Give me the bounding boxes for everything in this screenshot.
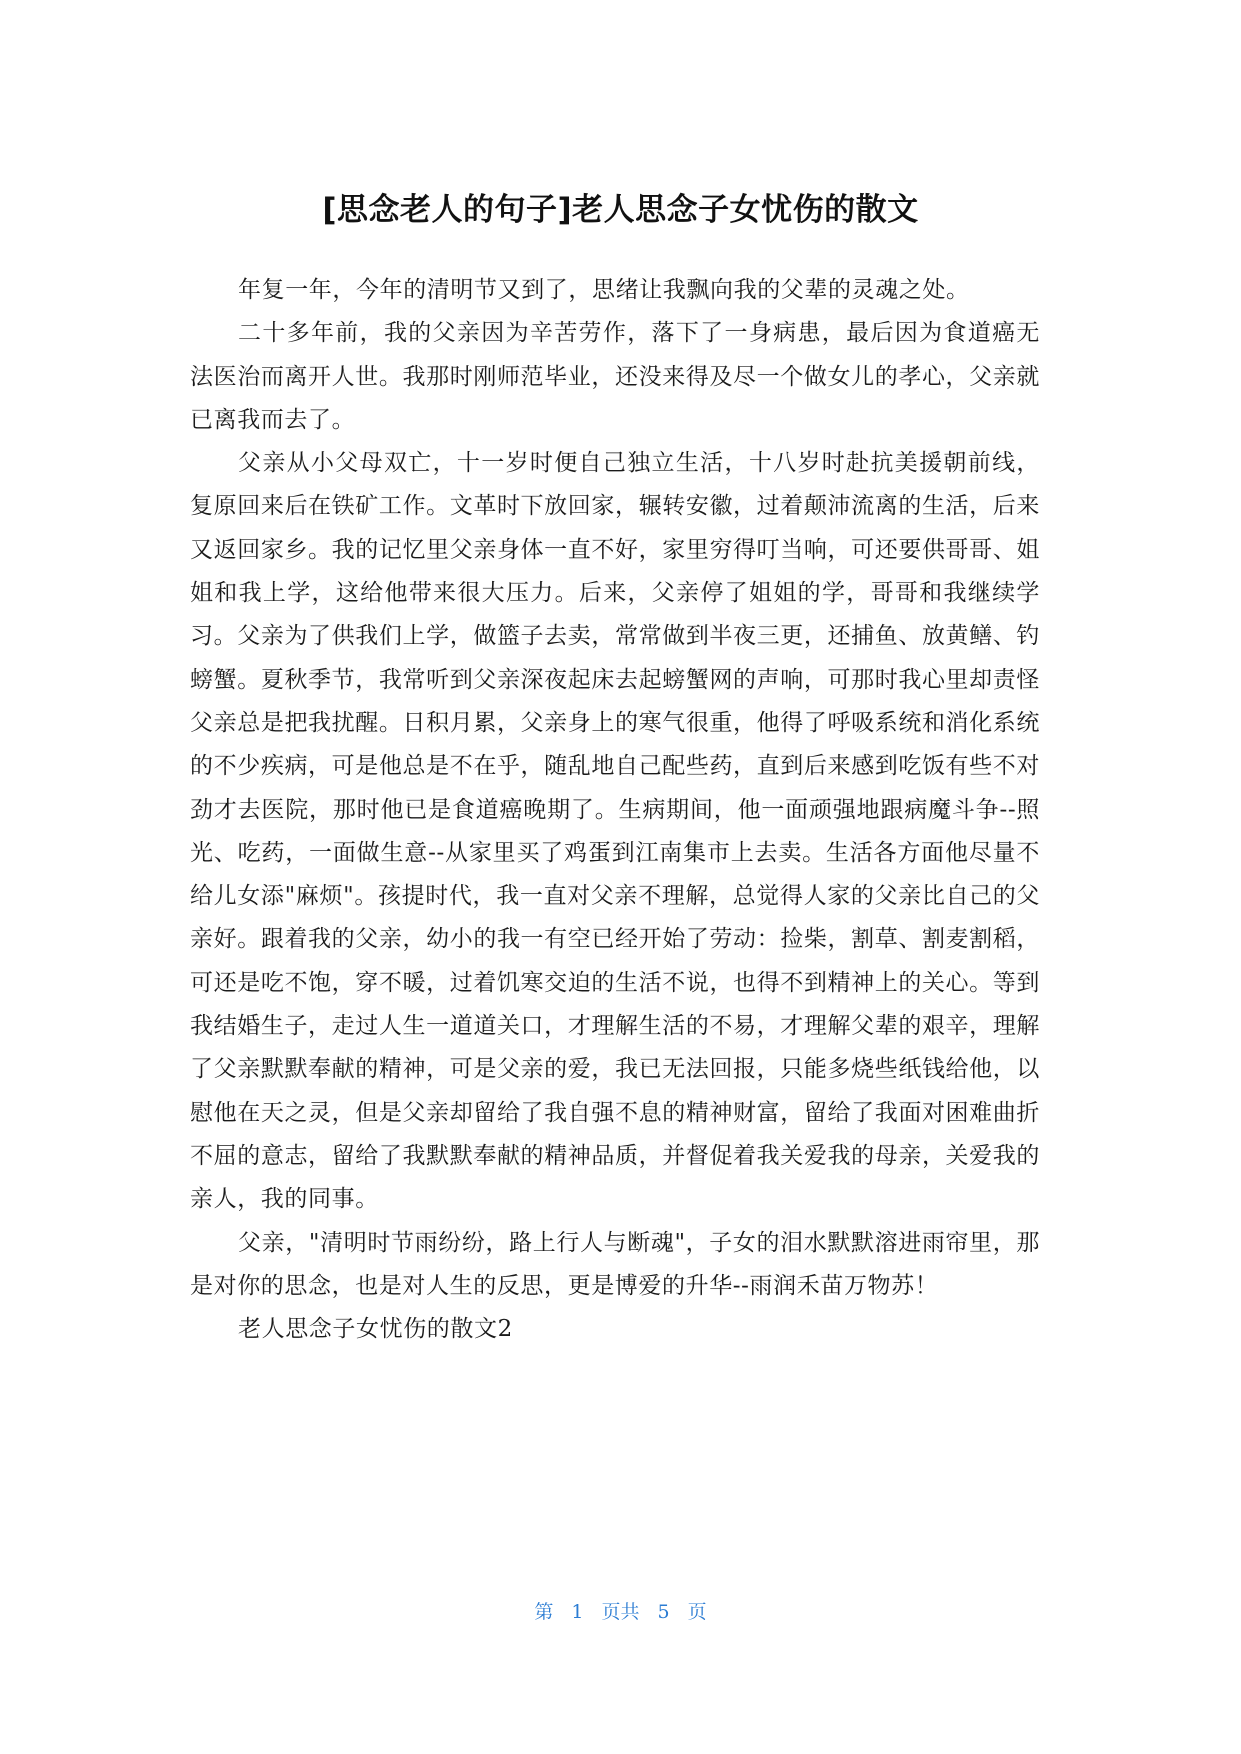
current-page-number: 1 (571, 1601, 584, 1623)
page-footer (0, 1597, 1241, 1627)
document-body (190, 269, 1040, 1351)
page-mid-text: 页共 (601, 1601, 640, 1623)
paragraph-1: 年复一年，今年的清明节又到了，思绪让我飘向我的父辈的灵魂之处。 (238, 277, 970, 303)
paragraph-4: 父亲，"清明时节雨纷纷，路上行人与断魂"，子女的泪水默默溶进雨帘里，那是对你的思念，也是对人生的反思，更是博爱的升华--雨润禾苗万物苏！ (190, 1229, 1040, 1299)
total-pages-number: 5 (657, 1601, 670, 1623)
page-prefix: 第 (534, 1601, 554, 1623)
page-suffix: 页 (687, 1601, 707, 1623)
paragraph-2: 二十多年前，我的父亲因为辛苦劳作，落下了一身病患，最后因为食道癌无法医治而离开人世。我那时刚师范毕业，还没来得及尽一个做女儿的孝心，父亲就已离我而去了。 (190, 320, 1040, 433)
paragraph-5: 老人思念子女忧伤的散文2 (238, 1316, 513, 1343)
paragraph-3: 父亲从小父母双亡，十一岁时便自己独立生活，十八岁时赴抗美援朝前线，复原回来后在铁矿工作。文革时下放回家，辗转安徽，过着颠沛流离的生活，后来又返回家乡。我的记忆里父亲身体一直不好，家里穷得叮当响，可还要供哥哥、姐姐和我上学，这给他带来很大压力。后来，父亲停了姐姐的学，哥哥和我继续学习。父亲为了供我们上学，做篮子去卖，常常做到半夜三更，还捕鱼、放黄鳝、钓螃蟹。夏秋季节，我常听到父亲深夜起床去起螃蟹网的声响，可那时我心里却责怪父亲总是把我扰醒。日积月累，父亲身上的寒气很重，他得了呼吸系统和消化系统的不少疾病，可是他总是不在乎，随乱地自己配些药，直到后来感到吃饭有些不对劲才去医院，那时他已是食道癌晚期了。生病期间，他一面顽强地跟病魔斗争--照光、吃药，一面做生意--从家里买了鸡蛋到江南集市上去卖。生活各方面他尽量不给儿女添"麻烦"。孩提时代，我一直对父亲不理解，总觉得人家的父亲比自己的父亲好。跟着我的父亲，幼小的我一有空已经开始了劳动：捡柴，割草、割麦割稻，可还是吃不饱，穿不暖，过着饥寒交迫的生活不说，也得不到精神上的关心。等到我结婚生子，走过人生一道道关口，才理解生活的不易，才理解父辈的艰辛，理解了父亲默默奉献的精神，可是父亲的爱，我已无法回报，只能多烧些纸钱给他，以慰他在天之灵，但是父亲却留给了我自强不息的精神财富，留给了我面对困难曲折不屈的意志，留给了我默默奉献的精神品质，并督促着我关爱我的母亲，关爱我的亲人，我的同事。 (190, 450, 1040, 1213)
page-title: [思念老人的句子]老人思念子女忧伤的散文 (322, 192, 919, 228)
